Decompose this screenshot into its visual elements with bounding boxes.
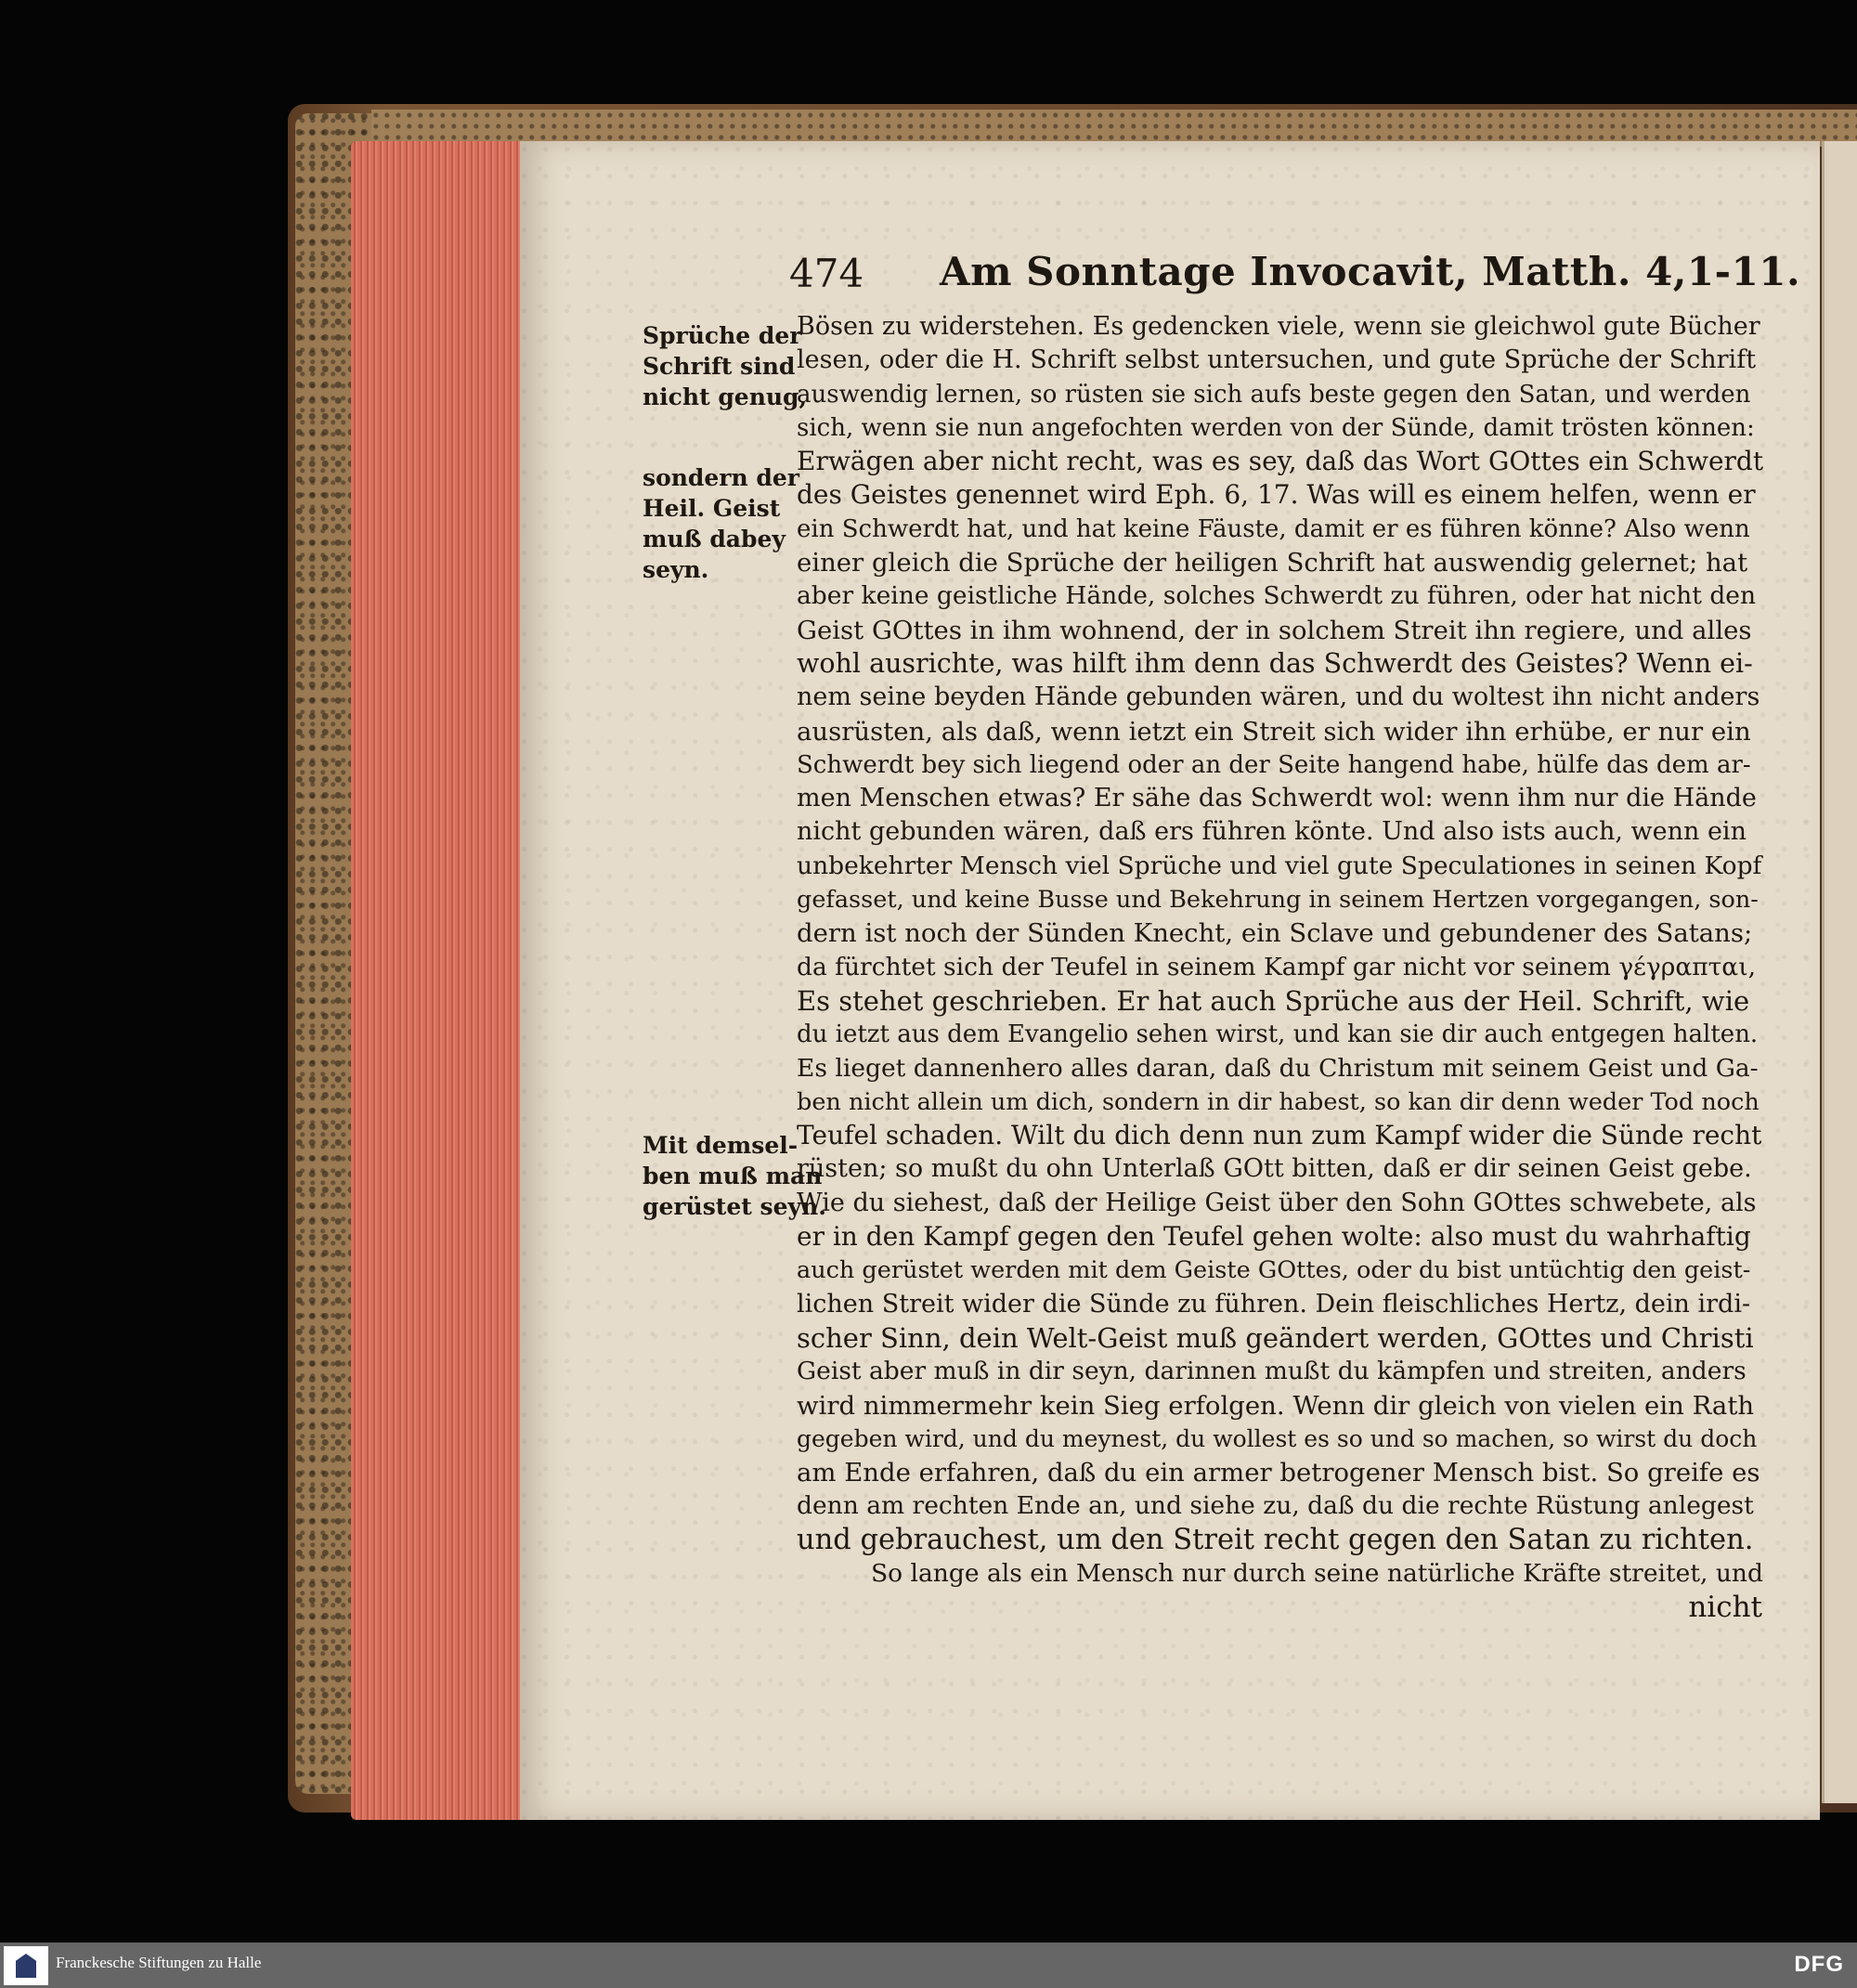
text-line: denn am rechten Ende an, und siehe zu, daß du die rechte Rüstung anlegest [797, 1491, 1754, 1521]
marginal-note-line: sondern der [643, 464, 799, 491]
text-line: ein Schwerdt hat, und hat keine Fäuste, damit er es führen könne? Also wenn [797, 514, 1750, 543]
text-line: und gebrauchest, um den Streit recht gegen den Satan zu richten. [797, 1523, 1754, 1556]
text-line: Teufel schaden. Wilt du dich denn nun zum Kampf wider die Sünde recht [797, 1120, 1762, 1151]
institution-logo[interactable] [4, 1946, 48, 1985]
marginal-note-line: gerüstet seyn. [643, 1193, 826, 1220]
text-line: einer gleich die Sprüche der heiligen Schrift hat auswendig gelernet; hat [797, 548, 1748, 578]
text-line: er in den Kampf gegen den Teufel gehen wolte: also must du wahrhaftig [797, 1221, 1751, 1253]
text-line: wohl ausrichte, was hilft ihm denn das Schwerdt des Geistes? Wenn ei- [797, 647, 1753, 679]
text-line: Erwägen aber nicht recht, was es sey, daß das Wort GOttes ein Schwerdt [797, 446, 1764, 477]
text-line: am Ende erfahren, daß du ein armer betrogener Mensch bist. So greife es [797, 1458, 1760, 1488]
text-line: lesen, oder die H. Schrift selbst untersuchen, und gute Sprüche der Schrift [797, 345, 1757, 375]
text-line: auch gerüstet werden mit dem Geiste GOttes, oder du bist untüchtig den geist- [797, 1256, 1751, 1285]
text-line: gegeben wird, und du meynest, du wollest es so und so machen, so wirst du doch [797, 1424, 1758, 1452]
text-line: ausrüsten, als daß, wenn ietzt ein Streit sich wider ihn erhübe, er nur ein [797, 716, 1751, 747]
marginal-note-line: Sprüche der [643, 322, 802, 349]
dfg-logo[interactable]: DFG [1794, 1952, 1844, 1977]
marginal-note-1 [643, 320, 808, 412]
viewer-footer [0, 1943, 1857, 1988]
text-line: men Menschen etwas? Er sähe das Schwerdt wol: wenn ihm nur die Hände [797, 784, 1757, 813]
text-line: gefasset, und keine Busse und Bekehrung in seinem Hertzen vorgegangen, son- [797, 886, 1759, 915]
text-line: ben nicht allein um dich, sondern in dir habest, so kan dir denn weder Tod noch [797, 1087, 1760, 1116]
text-line: auswendig lernen, so rüsten sie sich aufs beste gegen den Satan, und werden [797, 380, 1751, 409]
marginal-note-line: Mit demsel- [643, 1132, 799, 1159]
text-line: Schwerdt bey sich liegend oder an der Seite hangend habe, hülfe das dem ar- [797, 750, 1751, 779]
text-line: du ietzt aus dem Evangelio sehen wirst, und kan sie dir auch entgegen halten. [797, 1020, 1759, 1049]
facing-page-edge [1822, 141, 1857, 1803]
marginal-note-line: seyn. [643, 556, 709, 583]
text-line: rüsten; so mußt du ohn Unterlaß GOtt bitten, daß er dir seinen Geist gebe. [797, 1154, 1752, 1184]
marginal-note-3 [643, 1130, 826, 1222]
institution-name[interactable]: Franckesche Stiftungen zu Halle [56, 1954, 262, 1971]
text-line: aber keine geistliche Hände, solches Schwerdt zu führen, oder hat nicht den [797, 581, 1757, 611]
text-line: Bösen zu widerstehen. Es gedencken viele, wenn sie gleichwol gute Bücher [797, 312, 1760, 341]
text-line: da fürchtet sich der Teufel in seinem Kampf gar nicht vor seinem γέγραπται, [797, 952, 1757, 981]
text-line: Es stehet geschrieben. Er hat auch Sprüche aus der Heil. Schrift, wie [797, 984, 1750, 1017]
marginal-note-line: nicht genug, [643, 383, 808, 410]
text-line: So lange als ein Mensch nur durch seine natürliche Kräfte streitet, und [871, 1558, 1763, 1588]
building-icon [16, 1954, 36, 1978]
catchword: nicht [1688, 1591, 1762, 1625]
text-line: Es lieget dannenhero alles daran, daß du Christum mit seinem Geist und Ga- [797, 1053, 1759, 1083]
marginal-note-line: muß dabey [643, 526, 786, 552]
text-line: lichen Streit wider die Sünde zu führen. Dein fleischliches Hertz, dein irdi- [797, 1289, 1751, 1319]
text-line: Geist aber muß in dir seyn, darinnen mußt du kämpfen und streiten, anders [797, 1357, 1747, 1386]
page-number: 474 [789, 251, 864, 296]
book-page [520, 141, 1820, 1820]
running-title: Am Sonntage Invocavit, Matth. 4,1-11. [940, 249, 1801, 294]
marginal-note-line: ben muß man [643, 1163, 823, 1189]
text-line: dern ist noch der Sünden Knecht, ein Sclave und gebundener des Satans; [797, 918, 1753, 949]
body-text [797, 310, 1762, 1625]
text-line: Geist GOttes in ihm wohnend, der in solchem Streit ihn regiere, und alles [797, 615, 1752, 645]
marginal-note-line: Heil. Geist [643, 495, 781, 522]
text-line: Wie du siehest, daß der Heilige Geist über den Sohn GOttes schwebete, als [797, 1188, 1757, 1217]
text-line: nem seine beyden Hände gebunden wären, und du woltest ihn nicht anders [797, 682, 1760, 712]
text-line: wird nimmermehr kein Sieg erfolgen. Wenn dir gleich von vielen ein Rath [797, 1390, 1755, 1421]
text-line: scher Sinn, dein Welt-Geist muß geändert werden, GOttes und Christi [797, 1321, 1754, 1354]
text-line: des Geistes genennet wird Eph. 6, 17. Was will es einem helfen, wenn er [797, 479, 1756, 511]
page-edges [351, 141, 520, 1820]
marginal-note-2 [643, 462, 799, 585]
text-line: unbekehrter Mensch viel Sprüche und viel gute Speculationes in seinen Kopf [797, 851, 1762, 880]
text-line: sich, wenn sie nun angefochten werden von der Sünde, damit trösten können: [797, 413, 1755, 442]
marginal-note-line: Schrift sind [643, 353, 796, 380]
text-line: nicht gebunden wären, daß ers führen könte. Und also ists auch, wenn ein [797, 817, 1747, 847]
